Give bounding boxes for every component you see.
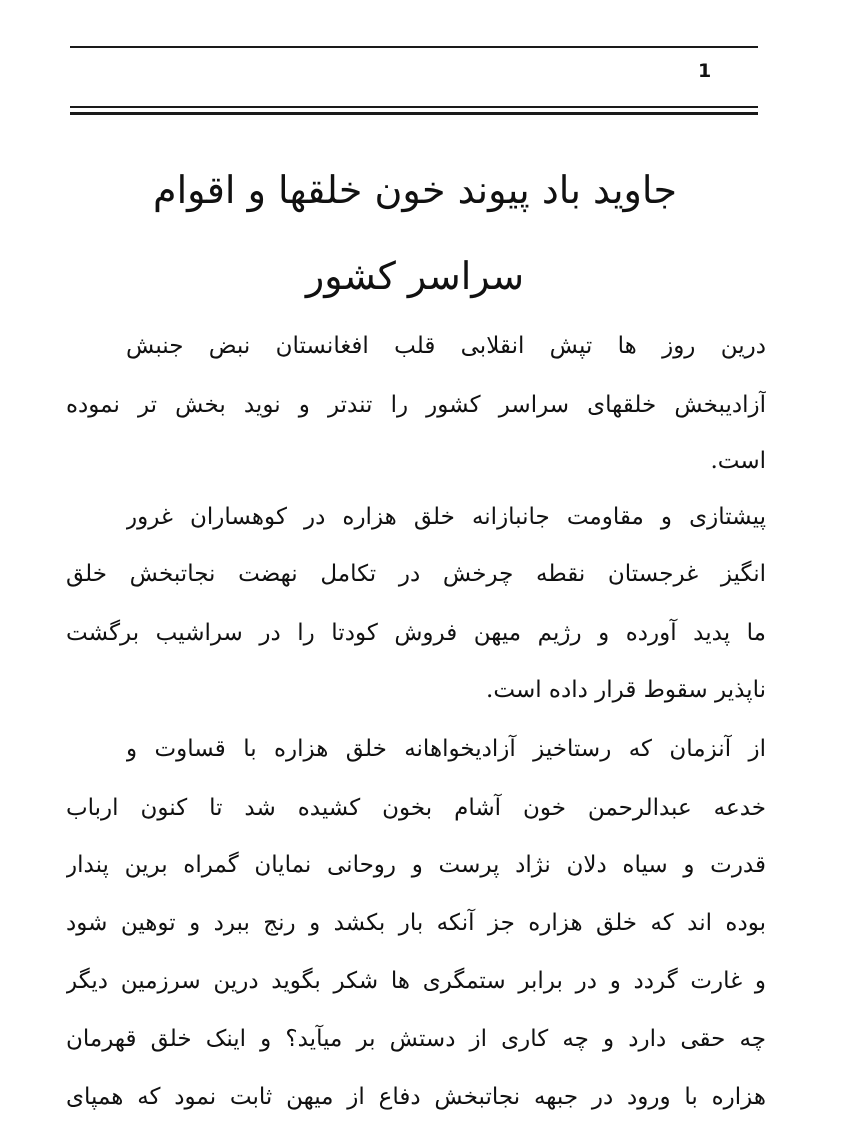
paragraph-2-line-3: ما پدید آورده و رژیم میهن فروش کودتا را در سراشیب برگشت bbox=[66, 620, 766, 646]
paragraph-2-line-2: انگیز غرجستان نقطه چرخش در تکامل نهضت نجاتبخش خلق bbox=[66, 561, 766, 587]
paragraph-3-line-5: و غارت گردد و در برابر ستمگری ها شکر بگوید درین سرزمین دیگر bbox=[66, 968, 766, 994]
page-title-line-1: جاوید باد پیوند خون خلقها و اقوام bbox=[153, 168, 677, 212]
paragraph-1-line-3: است. bbox=[710, 448, 766, 474]
paragraph-3-line-1: از آنزمان که رستاخیز آزادیخواهانه خلق هزاره با قساوت و bbox=[126, 736, 766, 762]
paragraph-2-line-4: ناپذیر سقوط قرار داده است. bbox=[486, 677, 766, 703]
paragraph-3-line-4: بوده اند که خلق هزاره جز آنکه بار بکشد و رنج ببرد و توهین شود bbox=[66, 910, 766, 936]
paragraph-2-line-1: پیشتازی و مقاومت جانبازانه خلق هزاره در کوهساران غرور bbox=[126, 504, 766, 530]
header-bottom-rule-thick bbox=[70, 112, 758, 115]
paragraph-1-line-1: درین روز ها تپش انقلابی قلب افغانستان نبض جنبش bbox=[126, 333, 766, 359]
header-top-rule bbox=[70, 46, 758, 48]
paragraph-3-line-3: قدرت و سیاه دلان نژاد پرست و روحانی نمایان گمراه برین پندار bbox=[66, 852, 766, 878]
page-number: 1 bbox=[698, 60, 712, 82]
header-bottom-rule-thin bbox=[70, 106, 758, 108]
paragraph-1-line-2: آزادیبخش خلقهای سراسر کشور را تندتر و نوید بخش تر نموده bbox=[66, 392, 766, 418]
paragraph-3-line-7: هزاره با ورود در جبهه نجاتبخش دفاع از میهن ثابت نمود که همپای bbox=[66, 1084, 766, 1110]
page-title-line-2: سراسر کشور bbox=[305, 254, 525, 298]
paragraph-3-line-2: خدعه عبدالرحمن خون آشام بخون کشیده شد تا کنون ارباب bbox=[66, 795, 766, 821]
paragraph-3-line-6: چه حقی دارد و چه کاری از دستش بر میآید؟ و اینک خلق قهرمان bbox=[66, 1026, 766, 1052]
